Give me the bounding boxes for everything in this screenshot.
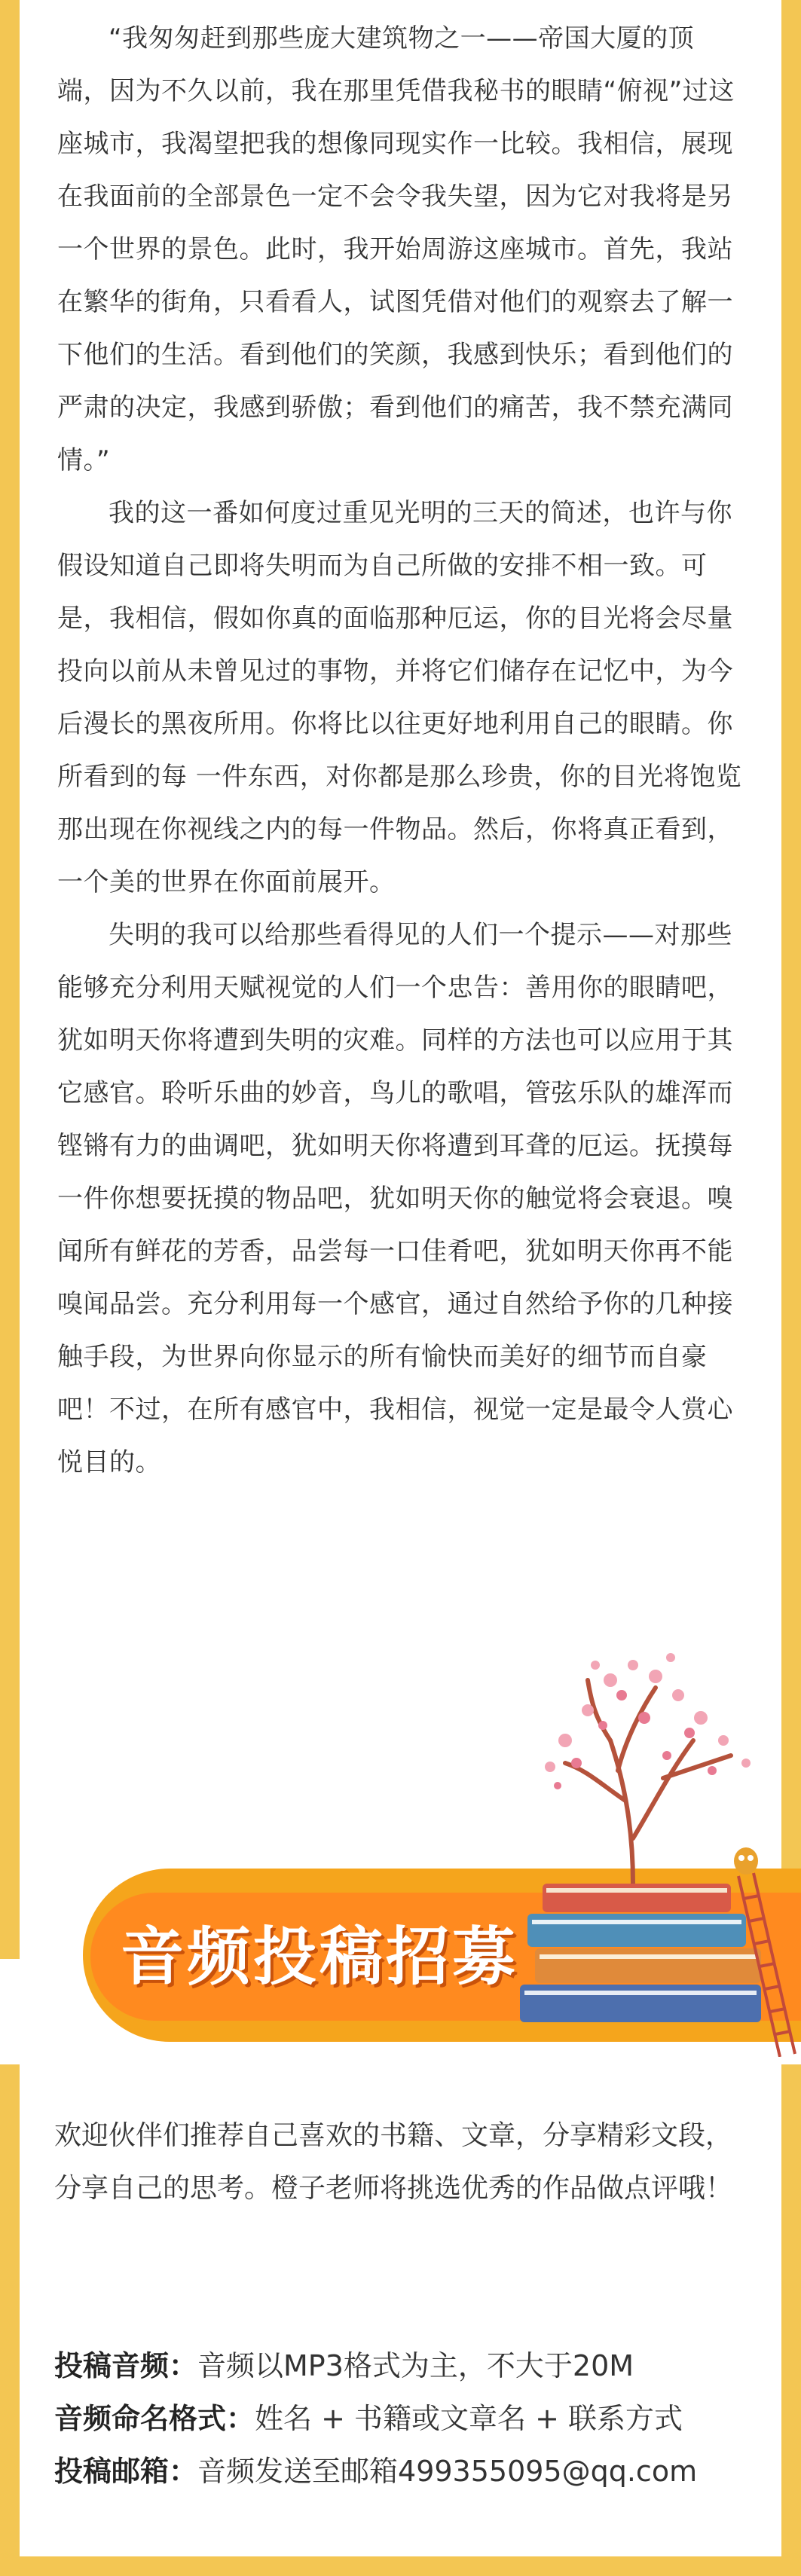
- info-value-audio: 音频以MP3格式为主，不大于20M: [197, 2349, 634, 2382]
- info-line-audio: [54, 2343, 634, 2388]
- recruit-intro: [54, 2110, 747, 2215]
- frame-bottom: [0, 2556, 801, 2576]
- info-value-email[interactable]: 音频发送至邮箱499355095@qq.com: [197, 2455, 698, 2488]
- books-tree-illustration: [520, 1635, 801, 2057]
- info-label-audio: 投稿音频：: [54, 2349, 198, 2382]
- banner-title: 音频投稿招募: [121, 1920, 519, 1994]
- article-paragraph-3: 失明的我可以给那些看得见的人们一个提示——对那些能够充分利用天赋视觉的人们一个忠告：善用你的眼睛吧，犹如明天你将遭到失明的灾难。同样的方法也可以应用于其它感官。聆听乐曲的妙音，鸟儿的歌唱，管弦乐队的雄浑而铿锵有力的曲调吧，犹如明天你将遭到耳聋的厄运。抚摸每一件你想要抚摸的物品吧，犹如明天你的触觉将会衰退。嗅闻所有鲜花的芳香，品尝每一口佳肴吧，犹如明天你再不能嗅闻品尝。充分利用每一个感官，通过自然给予你的几种接触手段，为世界向你显示的所有愉快而美好的细节而自豪吧！不过，在所有感官中，我相信，视觉一定是最令人赏心悦目的。: [57, 920, 733, 1477]
- info-label-email: 投稿邮箱：: [54, 2455, 198, 2488]
- recruit-intro-text: 欢迎伙伴们推荐自己喜欢的书籍、文章，分享精彩文段，分享自己的思考。橙子老师将挑选优秀的作品做点评哦！: [54, 2120, 733, 2204]
- frame-left-bottom: [0, 2064, 20, 2576]
- frame-right-top: [781, 0, 801, 1869]
- article-body: [57, 12, 744, 1489]
- info-line-naming: [54, 2396, 683, 2441]
- frame-right-bottom: [781, 2064, 801, 2576]
- info-label-naming: 音频命名格式：: [54, 2402, 255, 2435]
- frame-left-top: [0, 0, 20, 1959]
- info-line-email: [54, 2449, 697, 2494]
- info-value-naming: 姓名 + 书籍或文章名 + 联系方式: [255, 2402, 683, 2435]
- article-paragraph-2: 我的这一番如何度过重见光明的三天的简述，也许与你假设知道自己即将失明而为自己所做的安排不相一致。可是，我相信，假如你真的面临那种厄运，你的目光将会尽量投向以前从未曾见过的事物，并将它们储存在记忆中，为今后漫长的黑夜所用。你将比以往更好地利用自己的眼睛。你所看到的每 一件东西，对你都是那么珍贵，你的目光将饱览那出现在你视线之内的每一件物品。然后，你将真正看到，一个美的世界在你面前展开。: [57, 498, 742, 897]
- article-paragraph-1: “我匆匆赶到那些庞大建筑物之一——帝国大厦的顶端，因为不久以前，我在那里凭借我秘书的眼睛“俯视”过这座城市，我渴望把我的想像同现实作一比较。我相信，展现在我面前的全部景色一定不会令我失望，因为它对我将是另一个世界的景色。此时，我开始周游这座城市。首先，我站在繁华的街角，只看看人，试图凭借对他们的观察去了解一下他们的生活。看到他们的笑颜，我感到快乐；看到他们的严肃的决定，我感到骄傲；看到他们的痛苦，我不禁充满同情。”: [57, 23, 735, 475]
